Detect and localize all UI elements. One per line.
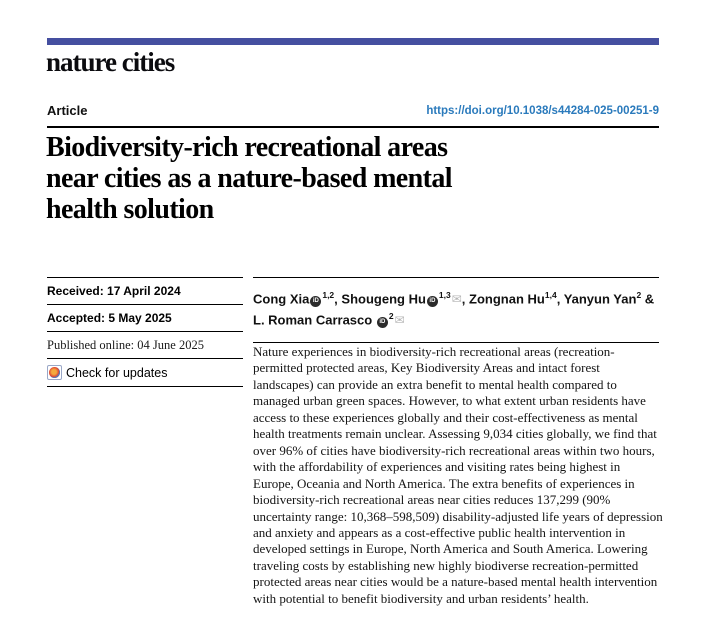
author-name: Zongnan Hu: [469, 291, 545, 307]
email-icon[interactable]: ✉: [451, 292, 462, 307]
journal-wordmark: nature cities: [46, 47, 175, 77]
check-for-updates-label: Check for updates: [66, 365, 168, 380]
author-name: Yanyun Yan: [563, 291, 637, 307]
author-list: Cong Xia iD$^{1,2}$, Shougeng Hu iD$^{1,3}$✉, Zongnan Hu$^{1,4}$, Yanyun Yan$^2$ & L. Roman Carrasco $iD^2✉$: [253, 277, 659, 343]
article-title-line: near cities as a nature-based mental: [46, 163, 452, 194]
orcid-icon[interactable]: iD: [427, 296, 438, 307]
article-type-label: Article: [47, 103, 88, 118]
abstract-text: Nature experiences in biodiversity-rich recreational areas (recreation-permitted protected areas, Key Biodiversity Areas and intact forest landscapes) can provide an extra benefit to mental health compared to managed urban green spaces. However, to what extent urban residents have access to these experiences globally and their cost-effectiveness as mental health treatments remain unclear. Assessing 9,034 cities globally, we find that over 96% of cities have biodiversity-rich recreational areas within two hours, with the affordability of experiences and visiting rates being highest in Europe, Oceania and North America. The extra benefits of experiences in biodiversity-rich recreational areas near cities reduces 137,299 (90% uncertainty range: 10,368–598,509) disability-adjusted life years of depression and anxiety and appears as a cost-effective public health intervention in developed settings in Europe, North America and South America. Lowering traveling costs by establishing new highly biodiverse recreation-permitted protected areas near cities would be a nature-based mental health intervention with potential to benefit biodiversity and urban residents’ health.: [253, 344, 663, 606]
author-name: Shougeng Hu: [341, 291, 426, 307]
brand-accent-bar: [47, 38, 659, 45]
article-title-line: Biodiversity-rich recreational areas: [46, 132, 448, 163]
email-icon[interactable]: ✉: [394, 313, 405, 328]
published-date: Published online: 04 June 2025: [47, 331, 243, 358]
article-title: [46, 132, 606, 225]
author-affiliation-superscript: 1,2: [322, 290, 335, 300]
article-header-row: [47, 103, 659, 128]
orcid-icon[interactable]: iD: [310, 296, 321, 307]
history-panel-bottom-rule: [47, 386, 243, 387]
author-affiliation-superscript: 1,4: [544, 290, 557, 300]
author-affiliation-superscript: 2: [636, 290, 642, 300]
accepted-date: Accepted: 5 May 2025: [47, 304, 243, 331]
author-name: Cong Xia: [253, 291, 310, 307]
received-date: Received: 17 April 2024: [47, 277, 243, 304]
author-affiliation-superscript: 1,3: [438, 290, 451, 300]
author-affiliation-superscript: 2: [388, 310, 394, 321]
orcid-icon[interactable]: iD: [377, 317, 388, 328]
check-for-updates-button[interactable]: [47, 358, 243, 386]
article-history-panel: [47, 277, 243, 387]
doi-link[interactable]: https://doi.org/10.1038/s44284-025-00251-9: [426, 105, 659, 117]
author-name: L. Roman Carrasco: [253, 312, 376, 328]
crossmark-icon: [47, 365, 62, 380]
article-title-line: health solution: [46, 194, 214, 225]
